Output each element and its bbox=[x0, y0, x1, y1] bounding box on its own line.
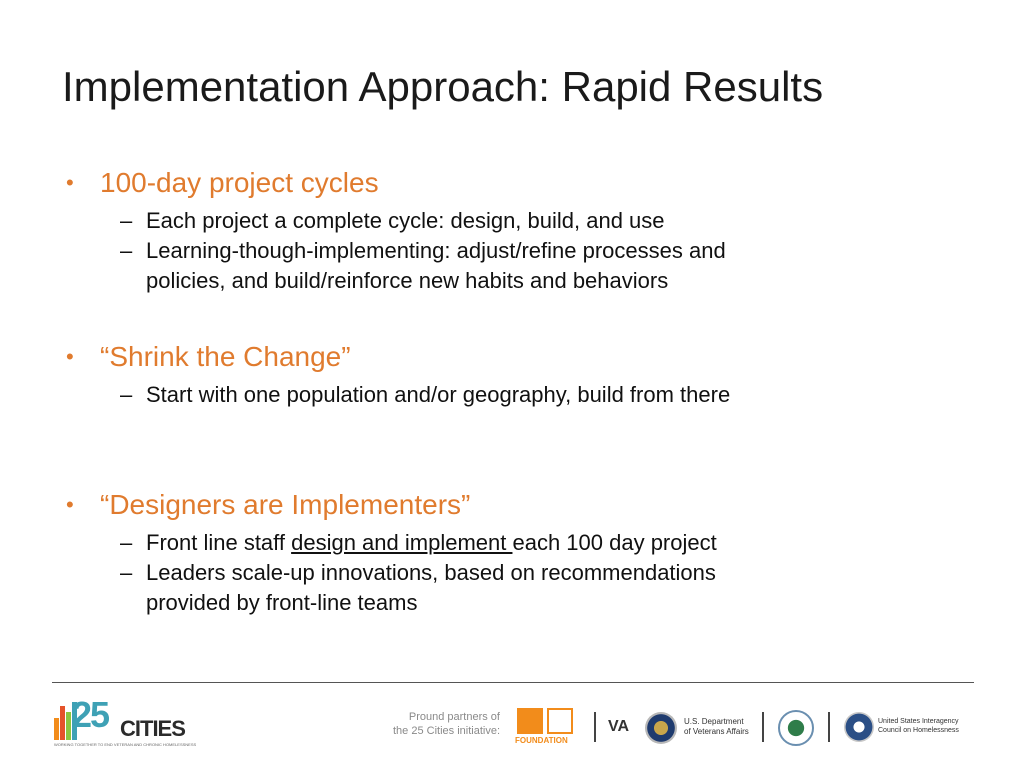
va-dept-line2: of Veterans Affairs bbox=[684, 727, 749, 736]
usich-line2: Council on Homelessness bbox=[878, 727, 959, 734]
foundation-grid-icon bbox=[547, 708, 573, 734]
dash-marker: – bbox=[120, 238, 133, 263]
logo-separator bbox=[594, 712, 596, 742]
logo-number: 25 bbox=[72, 694, 109, 735]
sub-item-text: Learning-though-implementing: adjust/refine processes and bbox=[146, 238, 726, 263]
sub-item-text-underlined: design and implement bbox=[291, 530, 513, 555]
dash-marker: – bbox=[120, 382, 133, 407]
dash-marker: – bbox=[120, 560, 133, 585]
bullet-100-day-cycles bbox=[66, 160, 966, 206]
sub-item-text-post: each 100 day project bbox=[512, 530, 717, 555]
sub-item bbox=[66, 206, 966, 236]
bullet-text: “Designers are Implementers” bbox=[100, 489, 471, 520]
footer bbox=[0, 690, 1024, 768]
home-depot-foundation-logo bbox=[515, 708, 577, 746]
logo-separator bbox=[762, 712, 764, 742]
bullet-marker: • bbox=[66, 492, 74, 517]
25-cities-logo bbox=[54, 694, 197, 748]
slide-content bbox=[66, 160, 966, 618]
bullet-marker: • bbox=[66, 170, 74, 195]
bullet-text: 100-day project cycles bbox=[100, 167, 379, 198]
logo-tagline: WORKING TOGETHER TO END VETERAN AND CHRONIC HOMELESSNESS bbox=[54, 742, 197, 747]
sub-item bbox=[66, 528, 966, 558]
va-dept-line1: U.S. Department bbox=[684, 717, 744, 726]
footer-divider bbox=[52, 682, 974, 683]
usich-label bbox=[878, 717, 959, 735]
sub-item bbox=[66, 236, 966, 296]
usich-line1: United States Interagency bbox=[878, 718, 959, 725]
hud-seal-icon bbox=[778, 710, 814, 746]
va-logo-text: VA bbox=[608, 718, 630, 735]
va-seal-icon bbox=[645, 712, 677, 744]
home-depot-icon bbox=[517, 708, 543, 734]
dash-marker: – bbox=[120, 530, 133, 555]
usich-seal-icon bbox=[844, 712, 874, 742]
sub-item bbox=[66, 558, 966, 618]
partners-line1: Pround partners of bbox=[408, 711, 500, 723]
sub-item-text: Each project a complete cycle: design, build, and use bbox=[146, 208, 665, 233]
slide-title: Implementation Approach: Rapid Results bbox=[62, 63, 824, 110]
sub-item-text: Leaders scale-up innovations, based on recommendations bbox=[146, 560, 716, 585]
sub-item-text-line2: policies, and build/reinforce new habits and behaviors bbox=[146, 268, 669, 293]
bullet-marker: • bbox=[66, 344, 74, 369]
sub-item-text: Start with one population and/or geography, build from there bbox=[146, 382, 731, 407]
logo-word: CITIES bbox=[120, 716, 185, 741]
partners-line2: the 25 Cities initiative: bbox=[393, 725, 500, 737]
home-depot-foundation-text: FOUNDATION bbox=[515, 736, 568, 745]
sub-item-text-line2: provided by front-line teams bbox=[146, 590, 418, 615]
bullet-text: “Shrink the Change” bbox=[100, 341, 351, 372]
bullet-shrink-the-change bbox=[66, 334, 966, 380]
va-department-label bbox=[684, 717, 749, 737]
partners-label bbox=[388, 710, 500, 738]
logo-separator bbox=[828, 712, 830, 742]
sub-item bbox=[66, 380, 966, 410]
dash-marker: – bbox=[120, 208, 133, 233]
bullet-designers-are-implementers bbox=[66, 482, 966, 528]
sub-item-text-pre: Front line staff bbox=[146, 530, 292, 555]
